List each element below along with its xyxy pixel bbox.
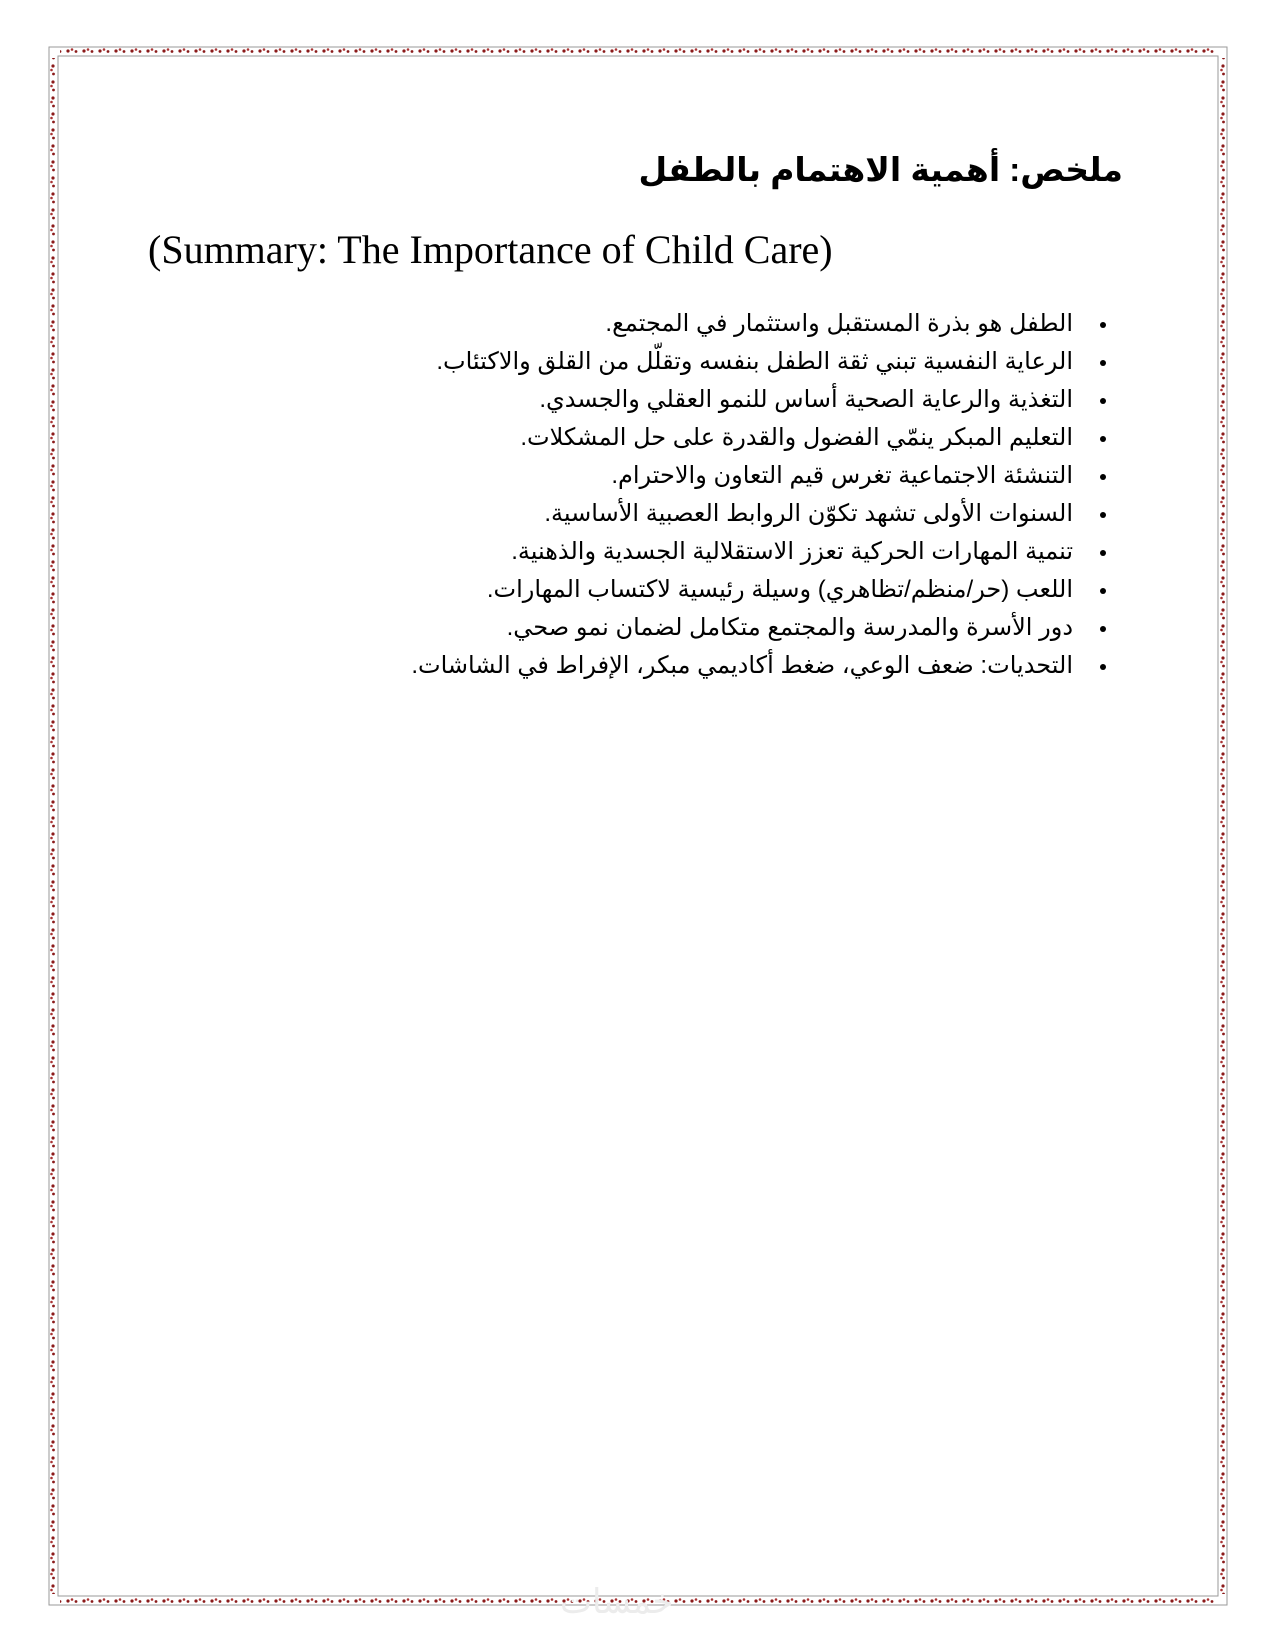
list-item-text: الطفل هو بذرة المستقبل واستثمار في المجتمع. [605, 310, 1073, 337]
bullet-dot-icon [1100, 588, 1106, 594]
bullet-dot-icon [1100, 626, 1106, 632]
list-item-text: التغذية والرعاية الصحية أساس للنمو العقلي والجسدي. [539, 386, 1073, 413]
bullet-dot-icon [1100, 550, 1106, 556]
page-title-english: (Summary: The Importance of Child Care) [148, 227, 833, 272]
list-item [411, 647, 1073, 685]
bullet-dot-icon [1100, 512, 1106, 518]
list-item-text: التحديات: ضعف الوعي، ضغط أكاديمي مبكر، الإفراط في الشاشات. [411, 652, 1073, 679]
bullet-dot-icon [1100, 474, 1106, 480]
list-item [411, 457, 1073, 495]
bullet-dot-icon [1100, 322, 1106, 328]
watermark: خمسات [560, 1582, 674, 1622]
bullet-dot-icon [1100, 398, 1106, 404]
list-item-text: السنوات الأولى تشهد تكوّن الروابط العصبية الأساسية. [544, 500, 1073, 527]
bullet-dot-icon [1100, 360, 1106, 366]
list-item-text: تنمية المهارات الحركية تعزز الاستقلالية الجسدية والذهنية. [511, 538, 1073, 565]
decorative-page-border [48, 46, 1228, 1606]
list-item [411, 495, 1073, 533]
list-item [411, 381, 1073, 419]
summary-bullet-list [411, 305, 1073, 685]
list-item [411, 305, 1073, 343]
bullet-dot-icon [1100, 436, 1106, 442]
list-item [411, 533, 1073, 571]
list-item-text: دور الأسرة والمدرسة والمجتمع متكامل لضمان نمو صحي. [506, 614, 1073, 641]
list-item [411, 571, 1073, 609]
list-item [411, 419, 1073, 457]
list-item-text: اللعب (حر/منظم/تظاهري) وسيلة رئيسية لاكتساب المهارات. [486, 576, 1073, 603]
list-item-text: التعليم المبكر ينمّي الفضول والقدرة على حل المشكلات. [520, 424, 1073, 451]
list-item-text: الرعاية النفسية تبني ثقة الطفل بنفسه وتقلّل من القلق والاكتئاب. [436, 348, 1073, 375]
list-item-text: التنشئة الاجتماعية تغرس قيم التعاون والاحترام. [611, 462, 1073, 489]
page-title-arabic: ملخص: أهمية الاهتمام بالطفل [638, 151, 1123, 188]
bullet-dot-icon [1100, 664, 1106, 670]
list-item [411, 343, 1073, 381]
list-item [411, 609, 1073, 647]
